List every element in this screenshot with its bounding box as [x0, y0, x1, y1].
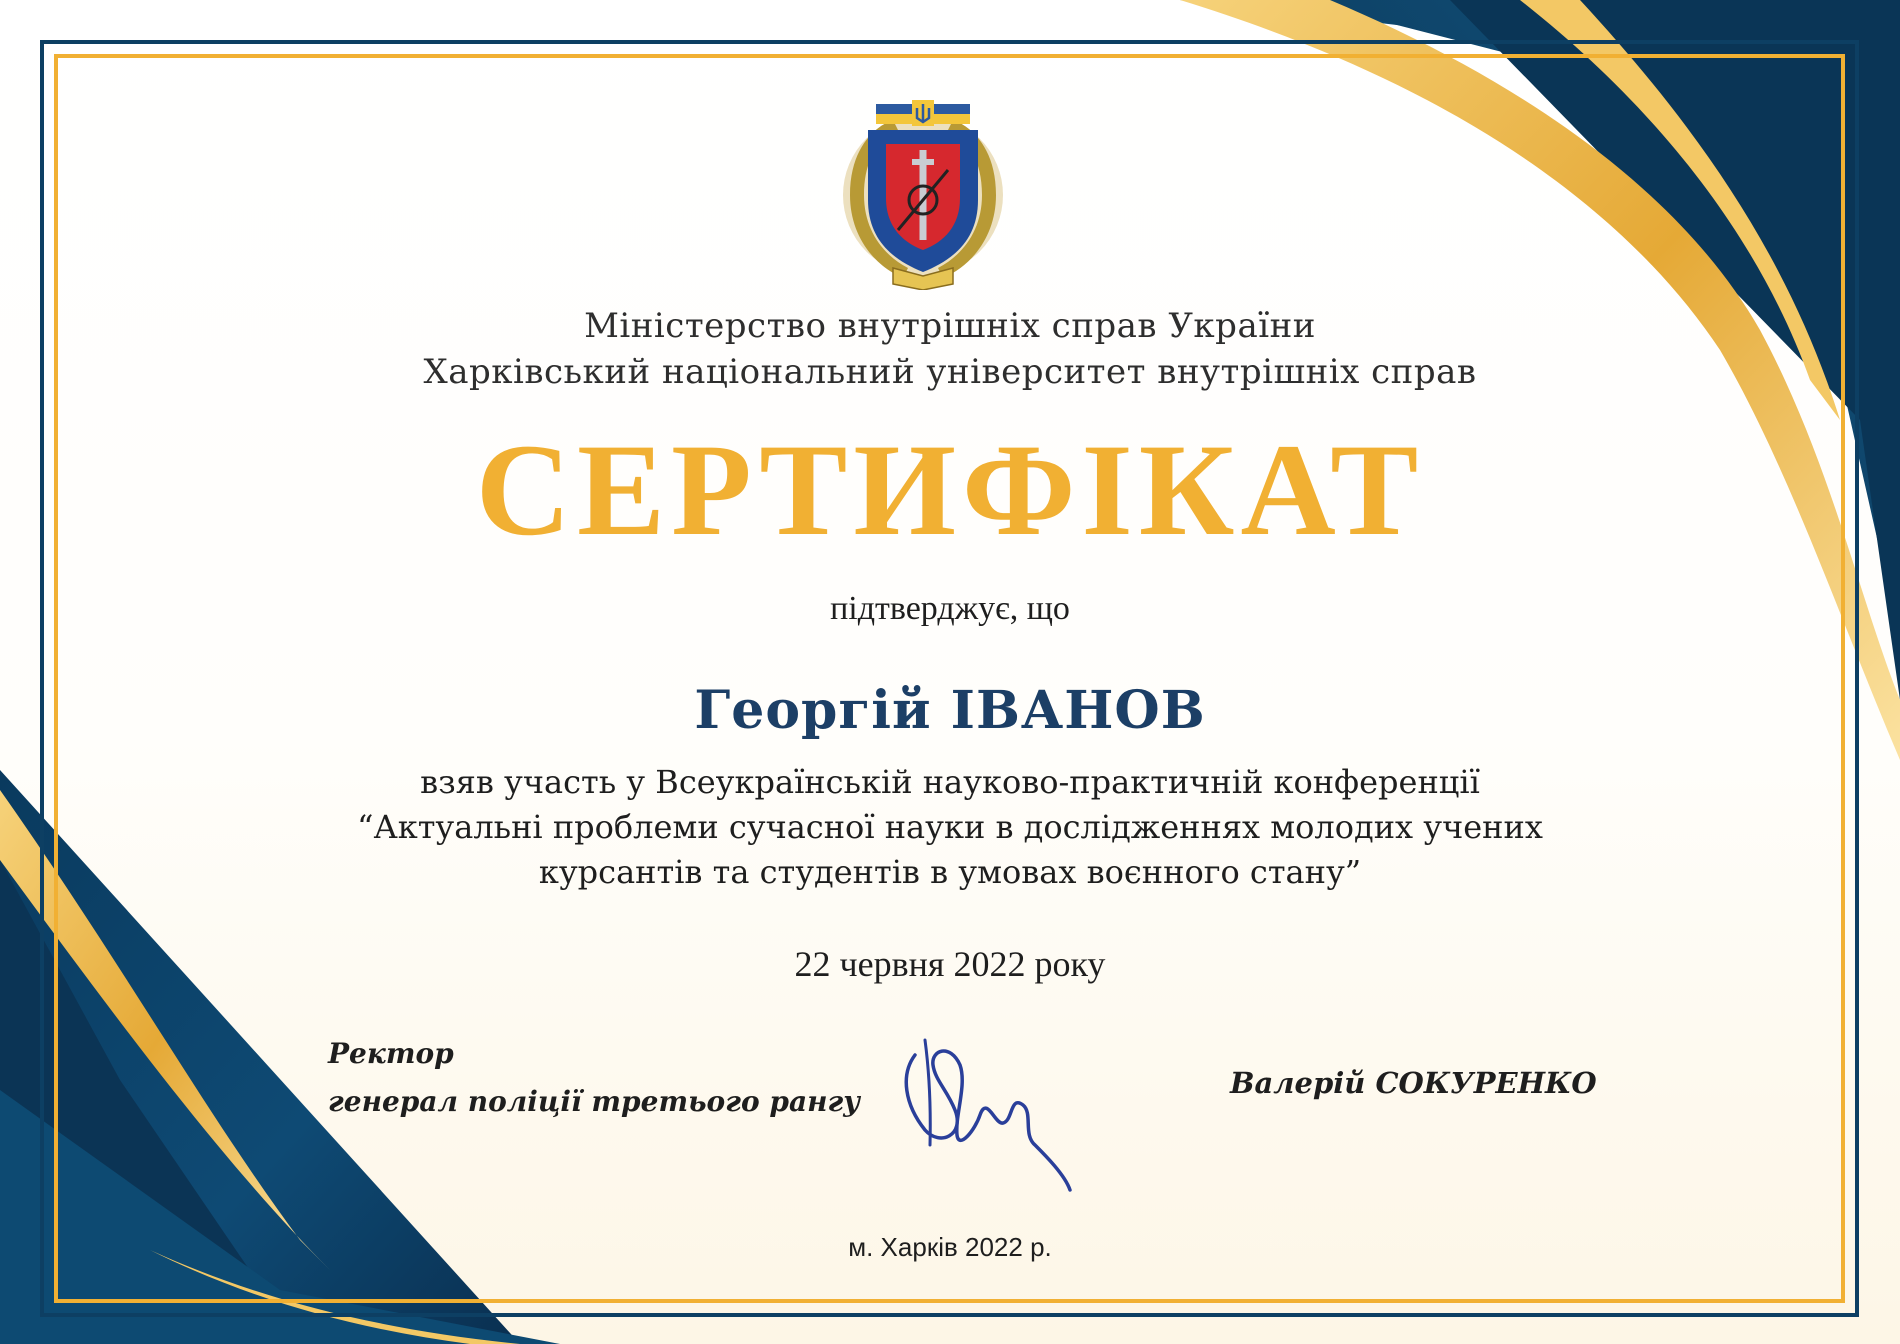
participation-line-3: курсантів та студентів в умовах воєнного стану” [538, 853, 1362, 891]
recipient-name: Георгій ІВАНОВ [694, 680, 1206, 741]
header-block [0, 303, 1900, 395]
trident-icon [912, 100, 934, 126]
signatory-position: Ректор [328, 1037, 454, 1070]
university-name: Харківський національний університет внутрішніх справ [423, 352, 1477, 392]
confirms-text: підтверджує, що [830, 590, 1070, 627]
participation-text [0, 760, 1900, 895]
event-date: 22 червня 2022 року [794, 944, 1106, 984]
participation-line-1: взяв участь у Всеукраїнській науково-практичній конференції [420, 763, 1480, 801]
university-emblem [838, 100, 1008, 290]
signatory-name: Валерій СОКУРЕНКО [1230, 1066, 1597, 1100]
place-and-year: м. Харків 2022 р. [848, 1232, 1052, 1262]
ministry-name: Міністерство внутрішніх справ України [584, 306, 1316, 346]
participation-line-2: “Актуальні проблеми сучасної науки в дослідженнях молодих учених [357, 808, 1543, 846]
certificate-title: СЕРТИФІКАТ [475, 416, 1425, 563]
handwritten-signature [895, 1035, 1100, 1195]
signatory-rank: генерал поліції третього рангу [328, 1085, 861, 1118]
signatory-title-block [328, 1030, 860, 1126]
